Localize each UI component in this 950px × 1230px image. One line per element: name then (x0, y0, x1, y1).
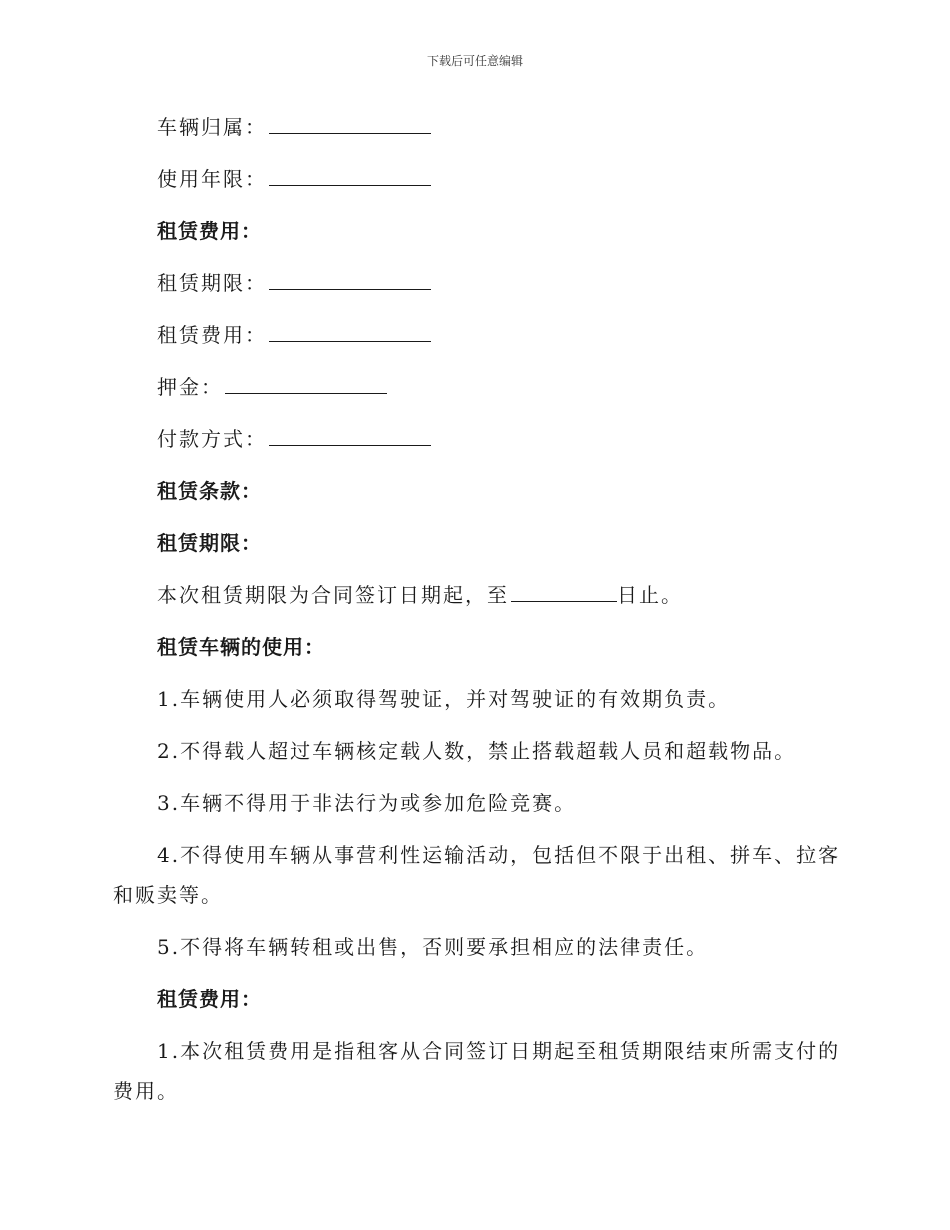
field-label: 租赁期限： (157, 271, 267, 295)
usage-item: 2.不得载人超过车辆核定载人数，禁止搭载超载人员和超载物品。 (157, 739, 797, 763)
usage-item: 1.车辆使用人必须取得驾驶证，并对驾驶证的有效期负责。 (157, 687, 731, 711)
usage-item-continued: 和贩卖等。 (113, 883, 223, 907)
field-lease-period (157, 269, 431, 297)
field-vehicle-owner (157, 113, 431, 141)
field-label: 车辆归属： (157, 115, 267, 139)
field-label: 付款方式： (157, 427, 267, 451)
blank-line[interactable] (269, 321, 431, 342)
blank-line[interactable] (269, 165, 431, 186)
heading-fee-2: 租赁费用： (157, 987, 262, 1011)
field-payment-method (157, 425, 431, 453)
text-before: 本次租赁期限为合同签订日期起，至 (157, 583, 509, 607)
fee-item: 1.本次租赁费用是指租客从合同签订日期起至租赁期限结束所需支付的 (157, 1039, 841, 1063)
fee-item-continued: 费用。 (113, 1079, 179, 1103)
heading-lease-period: 租赁期限： (157, 531, 262, 555)
field-label: 租赁费用： (157, 323, 267, 347)
heading-vehicle-usage: 租赁车辆的使用： (157, 635, 325, 659)
usage-item: 4.不得使用车辆从事营利性运输活动，包括但不限于出租、拼车、拉客 (157, 843, 841, 867)
section-heading-fee: 租赁费用： (157, 219, 262, 243)
field-label: 使用年限： (157, 167, 267, 191)
blank-line[interactable] (269, 425, 431, 446)
blank-line[interactable] (269, 113, 431, 134)
field-usage-years (157, 165, 431, 193)
usage-item: 5.不得将车辆转租或出售，否则要承担相应的法律责任。 (157, 935, 709, 959)
blank-line[interactable] (269, 269, 431, 290)
field-lease-fee (157, 321, 431, 349)
field-label: 押金： (157, 375, 223, 399)
section-heading-terms: 租赁条款： (157, 479, 262, 503)
blank-line[interactable] (225, 373, 387, 394)
field-deposit (157, 373, 387, 401)
usage-item: 3.车辆不得用于非法行为或参加危险竞赛。 (157, 791, 577, 815)
lease-period-text (157, 581, 683, 609)
text-after: 日止。 (617, 583, 683, 607)
page-header: 下载后可任意编辑 (426, 54, 523, 68)
blank-line[interactable] (511, 581, 617, 602)
